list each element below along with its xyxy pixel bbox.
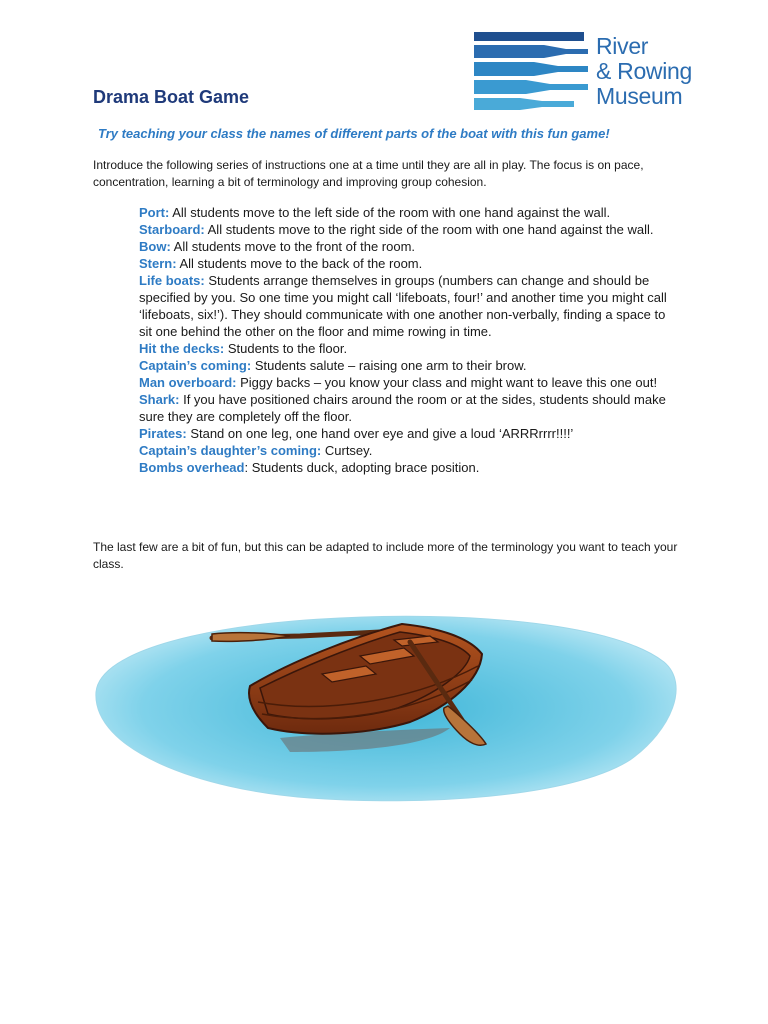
instruction-item — [139, 340, 679, 357]
instruction-term: Bombs overhead — [139, 460, 245, 475]
instruction-term: Stern: — [139, 256, 177, 271]
instruction-text: Curtsey. — [321, 443, 373, 458]
outro-paragraph: The last few are a bit of fun, but this can be adapted to include more of the terminology you want to teach your class. — [93, 540, 678, 571]
instruction-text: Students arrange themselves in groups (numbers can change and should be specified by you. So one time you might call ‘lifeboats, four!’ and another time you might call ‘lifeboats, six!’). They should communicate with one another non-verbally, finding a space to sit one behind the other on the floor and mime rowing in time. — [139, 273, 667, 339]
instruction-item — [139, 255, 679, 272]
instruction-text: Piggy backs – you know your class and might want to leave this one out! — [236, 375, 658, 390]
instruction-term: Captain’s daughter’s coming: — [139, 443, 322, 458]
instruction-term: Starboard: — [139, 222, 205, 237]
logo-line-1: River — [596, 33, 649, 59]
instruction-text: If you have positioned chairs around the room or at the sides, students should make sure they are completely off the floor. — [139, 392, 666, 424]
instruction-item — [139, 425, 679, 442]
instruction-term: Shark: — [139, 392, 180, 407]
intro-paragraph: Introduce the following series of instructions one at a time until they are all in play. The focus is on pace, concentration, learning a bit of terminology and improving group cohesion. — [93, 158, 644, 189]
instruction-item — [139, 442, 679, 459]
instruction-term: Hit the decks: — [139, 341, 225, 356]
page-title: Drama Boat Game — [93, 87, 250, 107]
instruction-term: Bow: — [139, 239, 171, 254]
instruction-item — [139, 221, 679, 238]
instruction-item — [139, 204, 679, 221]
instruction-term: Man overboard: — [139, 375, 237, 390]
instruction-term: Pirates: — [139, 426, 187, 441]
subtitle: Try teaching your class the names of different parts of the boat with this fun game! — [98, 126, 610, 141]
instruction-item — [139, 238, 679, 255]
instruction-text: All students move to the left side of the room with one hand against the wall. — [169, 205, 611, 220]
instruction-text: All students move to the back of the room. — [176, 256, 423, 271]
rowing-boat-illustration — [90, 610, 678, 806]
instruction-term: Port: — [139, 205, 170, 220]
instruction-text: All students move to the right side of the room with one hand against the wall. — [204, 222, 654, 237]
instruction-text: Students salute – raising one arm to their brow. — [251, 358, 527, 373]
museum-logo — [474, 30, 720, 116]
logo-line-3: Museum — [596, 83, 683, 109]
oars-logo-icon — [474, 32, 588, 112]
instruction-term: Captain’s coming: — [139, 358, 252, 373]
logo-wordmark — [596, 34, 692, 109]
instruction-item — [139, 459, 679, 476]
instruction-text: All students move to the front of the room. — [170, 239, 416, 254]
instruction-item — [139, 374, 679, 391]
instruction-item — [139, 272, 679, 340]
instruction-item — [139, 391, 679, 425]
instruction-text: : Students duck, adopting brace position. — [244, 460, 480, 475]
instruction-text: Students to the floor. — [224, 341, 348, 356]
instruction-text: Stand on one leg, one hand over eye and give a loud ‘ARRRrrrr!!!!’ — [186, 426, 574, 441]
instruction-list — [139, 204, 679, 476]
instruction-item — [139, 357, 679, 374]
logo-line-2: & Rowing — [596, 58, 693, 84]
instruction-term: Life boats: — [139, 273, 205, 288]
